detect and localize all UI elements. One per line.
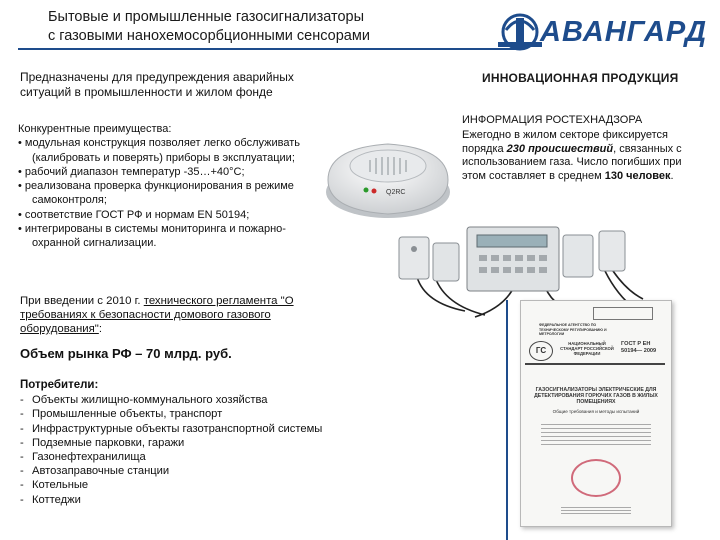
company-logo <box>498 8 708 52</box>
title-underline <box>18 48 516 50</box>
death-count: 130 человек <box>604 170 671 183</box>
doc-gost-number: ГОСТ Р ЕН 50194— 2009 <box>621 341 657 354</box>
logo-wordmark: АВАНГАРД <box>540 16 708 48</box>
advantages-list <box>18 136 308 250</box>
title-line-1: Бытовые и промышленные газосигнализаторы <box>48 9 364 25</box>
regulation-text: При введении с 2010 г. технического регламента "О требованиях к безопасности домового газового оборудования": <box>20 295 294 336</box>
intro-line-2: ситуаций в промышленности и жилом фонде <box>20 85 273 99</box>
intro-text <box>20 70 350 100</box>
detector-label: Q2RC <box>386 189 406 196</box>
list-item: - Инфраструктурные объекты газотранспортной системы <box>20 422 500 436</box>
doc-footer-lines <box>561 505 631 515</box>
doc-subtitle: Общие требования и методы испытаний <box>552 409 640 414</box>
list-item: - Газонефтехранилища <box>20 450 500 464</box>
list-item: • соответствие ГОСТ РФ и нормам EN 50194; <box>18 208 250 221</box>
market-size: Объем рынка РФ – 70 млрд. руб. <box>20 346 232 361</box>
regulation-link[interactable]: технического регламента "О требованиях к безопасности домового газового оборудования" <box>20 295 294 336</box>
doc-agency: ФЕДЕРАЛЬНОЕ АГЕНТСТВО ПО ТЕХНИЧЕСКОМУ РЕГУЛИРОВАНИЮ И МЕТРОЛОГИИ <box>539 323 607 336</box>
title-line-2: с газовыми нанохемосорбционными сенсорами <box>48 28 370 44</box>
divider <box>506 300 508 540</box>
consumers-list <box>20 393 500 507</box>
list-item: - Объекты жилищно-коммунального хозяйства <box>20 393 500 407</box>
rostech-body: Ежегодно в жилом секторе фиксируется порядка 230 происшествий, связанных с использованием газа. Число погибших при этом составляет в среднем 130 человек. <box>462 128 682 183</box>
list-item: • реализована проверка функционирования в режиме самоконтроля; <box>18 180 294 207</box>
list-item: - Котельные <box>20 478 500 492</box>
rostech-info <box>462 114 707 184</box>
intro-line-1: Предназначены для предупреждения аварийных <box>20 70 294 84</box>
doc-standard-label: НАЦИОНАЛЬНЫЙ СТАНДАРТ РОССИЙСКОЙ ФЕДЕРАЦИИ <box>560 341 614 356</box>
stamp-box <box>593 307 653 320</box>
doc-text-lines <box>541 421 651 447</box>
page-title <box>48 8 370 46</box>
innovation-label: ИННОВАЦИОННАЯ ПРОДУКЦИЯ <box>482 71 679 85</box>
list-item: - Коттеджи <box>20 493 500 507</box>
doc-title: ГАЗОСИГНАЛИЗАТОРЫ ЭЛЕКТРИЧЕСКИЕ ДЛЯ ДЕТЕКТИРОВАНИЯ ГОРЮЧИХ ГАЗОВ В ЖИЛЫХ ПОМЕЩЕНИЯХ <box>534 387 658 406</box>
gost-mark-icon: ГС <box>529 341 553 361</box>
advantages-section <box>18 122 308 251</box>
gost-document-image <box>520 300 672 527</box>
list-item: - Автозаправочные станции <box>20 464 500 478</box>
incident-count: 230 происшествий <box>506 142 614 155</box>
consumers-section <box>20 378 500 507</box>
rostech-heading: ИНФОРМАЦИЯ РОСТЕХНАДЗОРА <box>462 114 643 126</box>
list-item: - Промышленные объекты, транспорт <box>20 407 500 421</box>
list-item: • интегрированы в системы мониторинга и пожарно-охранной сигнализации. <box>18 223 286 250</box>
logo-emblem-icon <box>498 8 542 52</box>
list-item: • рабочий диапазон температур -35…+40°С; <box>18 165 245 178</box>
list-item: • модульная конструкция позволяет легко обслуживать (калибровать и поверять) приборы в эксплуатации; <box>18 137 300 164</box>
advantages-heading: Конкурентные преимущества: <box>18 123 172 135</box>
gas-detector-image <box>320 120 455 230</box>
list-item: - Подземные парковки, гаражи <box>20 436 500 450</box>
consumers-heading: Потребители: <box>20 379 99 391</box>
seal-stamp-icon <box>571 459 621 497</box>
